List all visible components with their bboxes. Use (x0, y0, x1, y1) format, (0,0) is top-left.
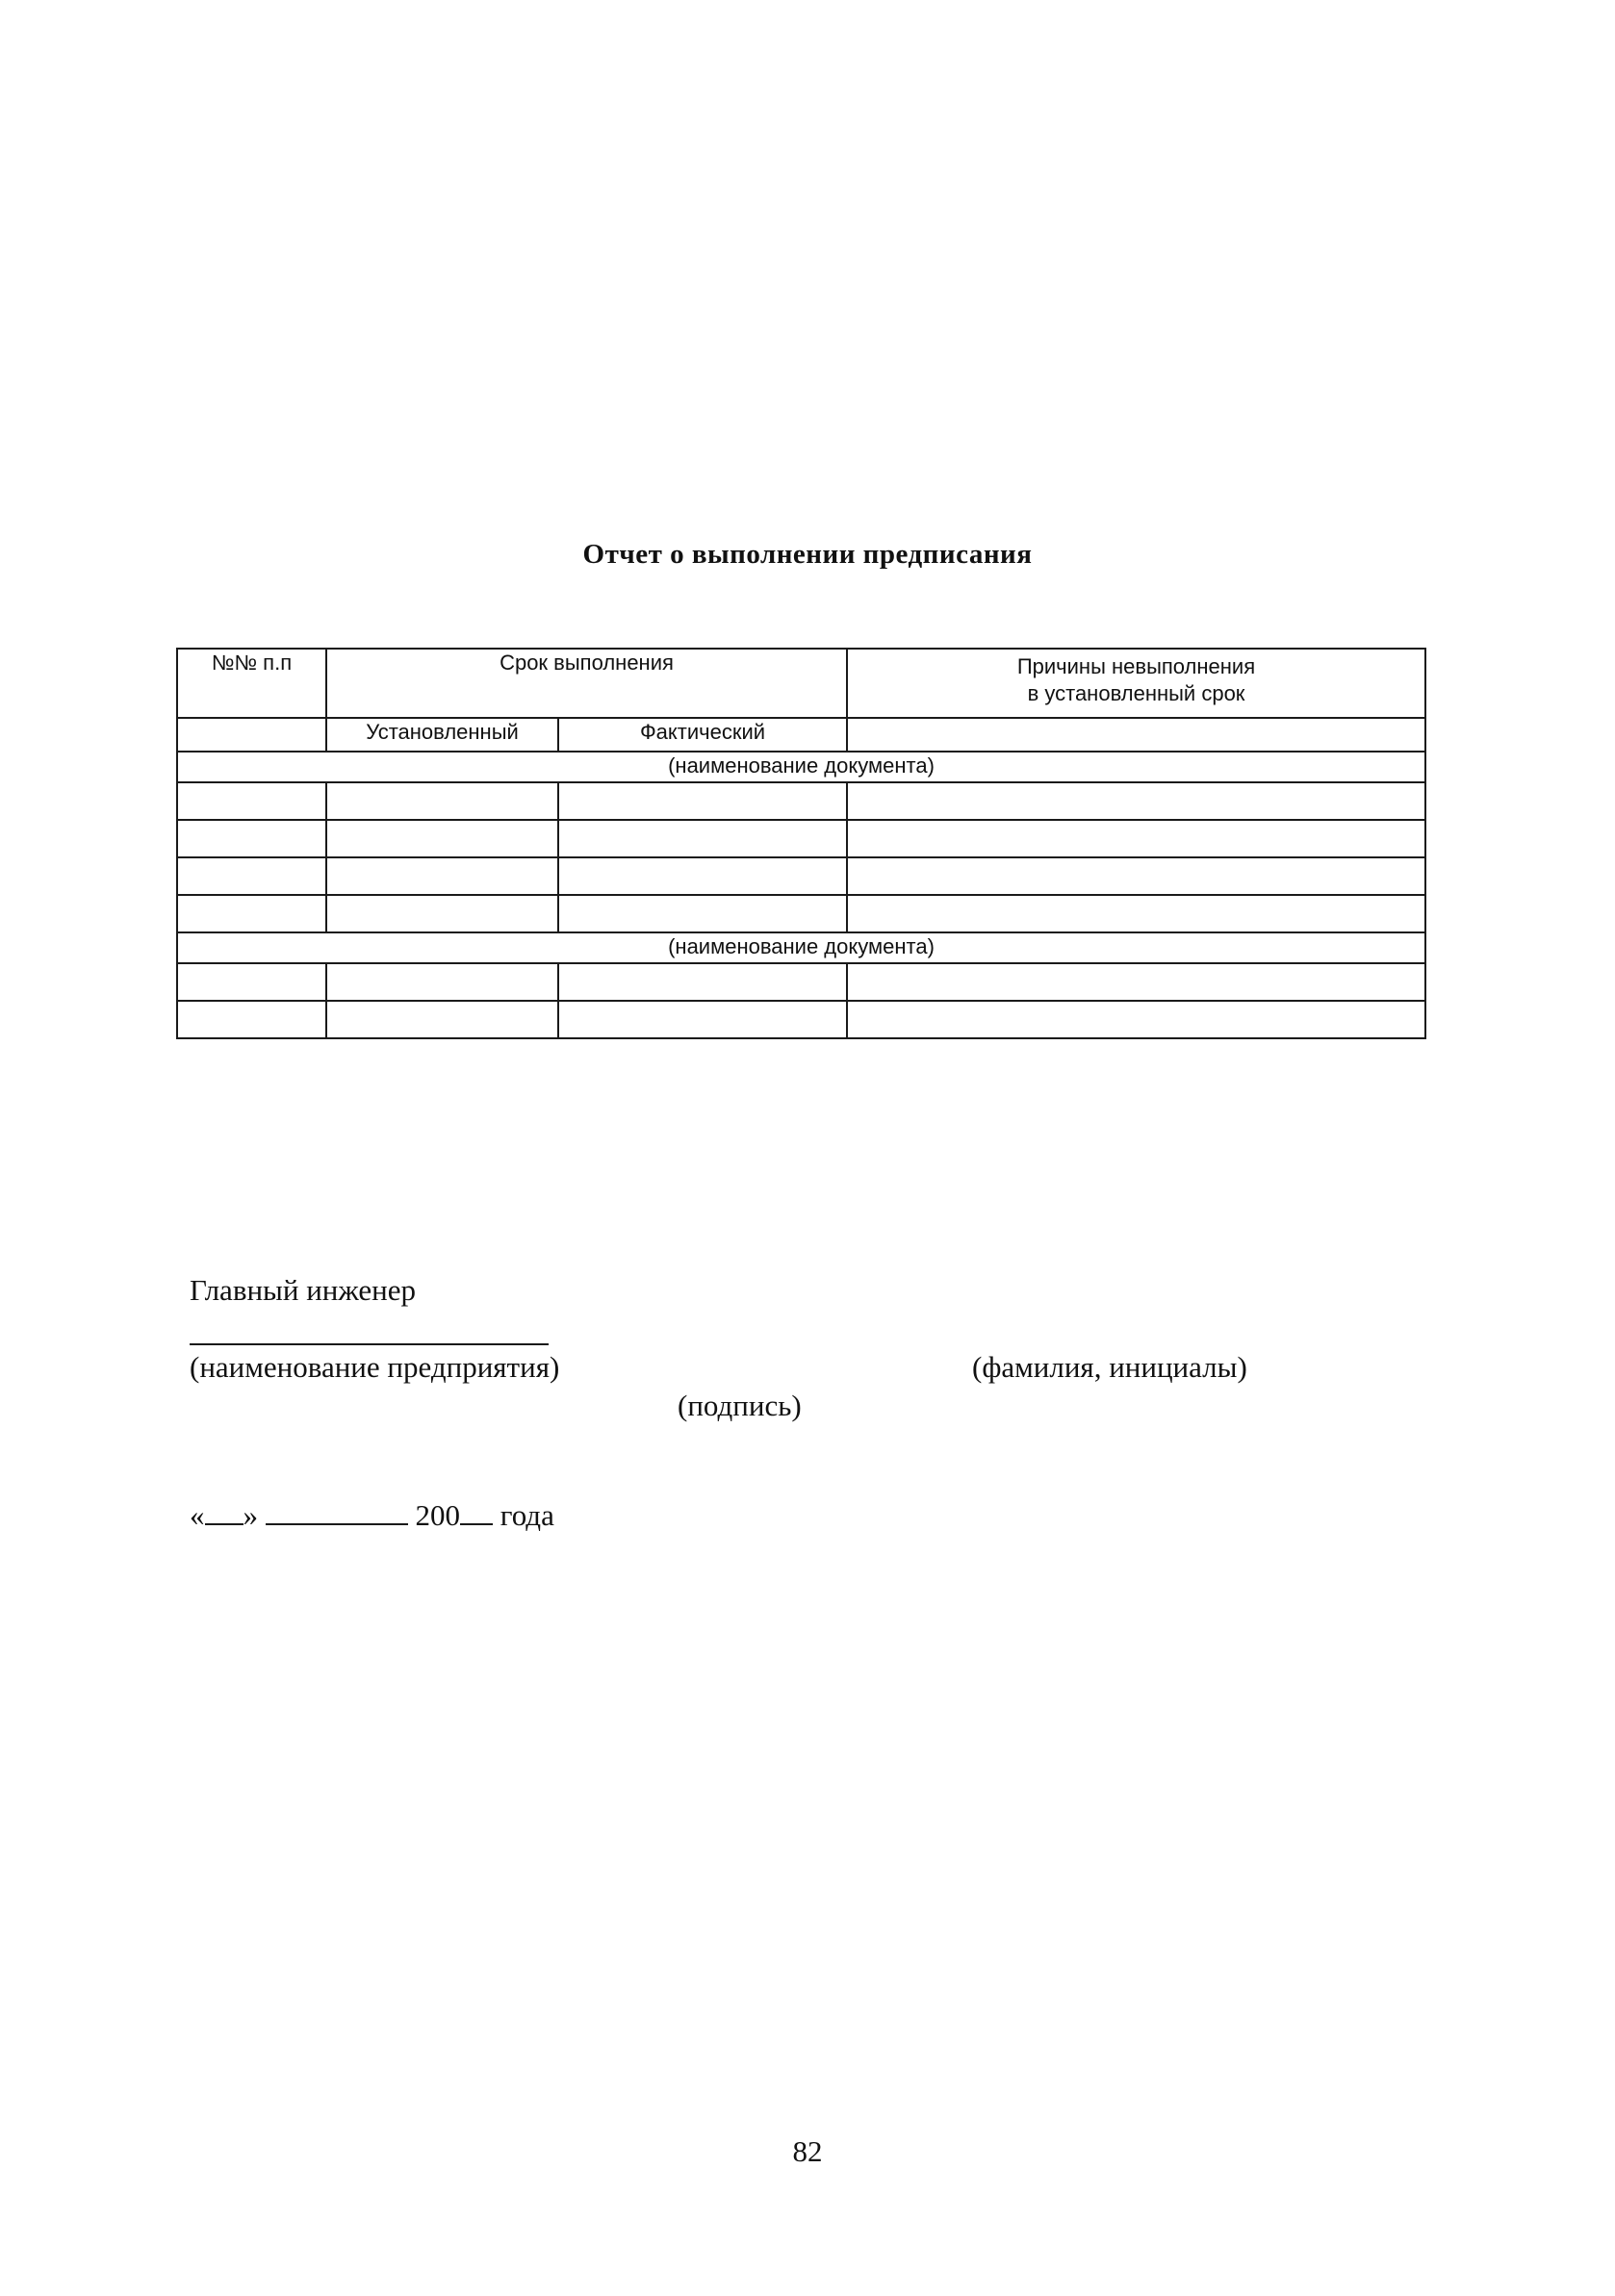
header-reasons-line2: в установленный срок (1027, 681, 1245, 705)
section-row (177, 932, 1425, 963)
month-blank (266, 1498, 408, 1525)
date-quote-open: « (190, 1498, 205, 1532)
table-cell (326, 895, 558, 932)
section-document-name: (наименование документа) (177, 752, 1425, 782)
table-cell (558, 782, 847, 820)
subheader-established: Установленный (326, 718, 558, 752)
table-row (177, 1001, 1425, 1038)
table-cell (326, 820, 558, 857)
subheader-actual: Фактический (558, 718, 847, 752)
enterprise-hint: (наименование предприятия) (190, 1350, 560, 1384)
date-line (190, 1498, 554, 1533)
table-row (177, 820, 1425, 857)
table-cell (558, 963, 847, 1001)
table-row (177, 857, 1425, 895)
table-cell (558, 1001, 847, 1038)
table-cell (558, 820, 847, 857)
section-document-name: (наименование документа) (177, 932, 1425, 963)
enterprise-underline (190, 1343, 549, 1345)
header-number: №№ п.п (177, 649, 326, 718)
table-row (177, 895, 1425, 932)
header-reasons (847, 649, 1425, 718)
table-cell (177, 1001, 326, 1038)
year-blank (460, 1498, 493, 1525)
position-label: Главный инженер (190, 1273, 417, 1307)
table-cell (177, 857, 326, 895)
table-cell (847, 857, 1425, 895)
table-cell (847, 820, 1425, 857)
table-cell (847, 895, 1425, 932)
date-quote-close: » (243, 1498, 258, 1532)
header-reasons-line1: Причины невыполнения (1016, 654, 1256, 678)
table-cell (177, 963, 326, 1001)
table-row (177, 782, 1425, 820)
document-title: Отчет о выполнении предписания (582, 539, 1033, 570)
table-subheader-row (177, 718, 1425, 752)
signature-hint: (подпись) (678, 1389, 802, 1422)
table-cell (847, 963, 1425, 1001)
table-cell (847, 782, 1425, 820)
table-cell (847, 1001, 1425, 1038)
table-cell (558, 895, 847, 932)
table-cell (177, 820, 326, 857)
date-suffix: года (500, 1498, 554, 1532)
table-row (177, 963, 1425, 1001)
table-cell (177, 782, 326, 820)
date-year-prefix: 200 (415, 1498, 460, 1532)
page-number: 82 (792, 2134, 823, 2168)
report-table (176, 648, 1426, 1039)
table-cell (326, 782, 558, 820)
table-cell (326, 1001, 558, 1038)
table-header-row (177, 649, 1425, 718)
section-row (177, 752, 1425, 782)
table-cell (326, 963, 558, 1001)
table-cell (177, 895, 326, 932)
day-blank (205, 1498, 244, 1525)
subheader-empty-cell (177, 718, 326, 752)
table-cell (326, 857, 558, 895)
header-deadline: Срок выполнения (326, 649, 847, 718)
name-hint: (фамилия, инициалы) (972, 1350, 1247, 1384)
subheader-empty-cell (847, 718, 1425, 752)
table-cell (558, 857, 847, 895)
